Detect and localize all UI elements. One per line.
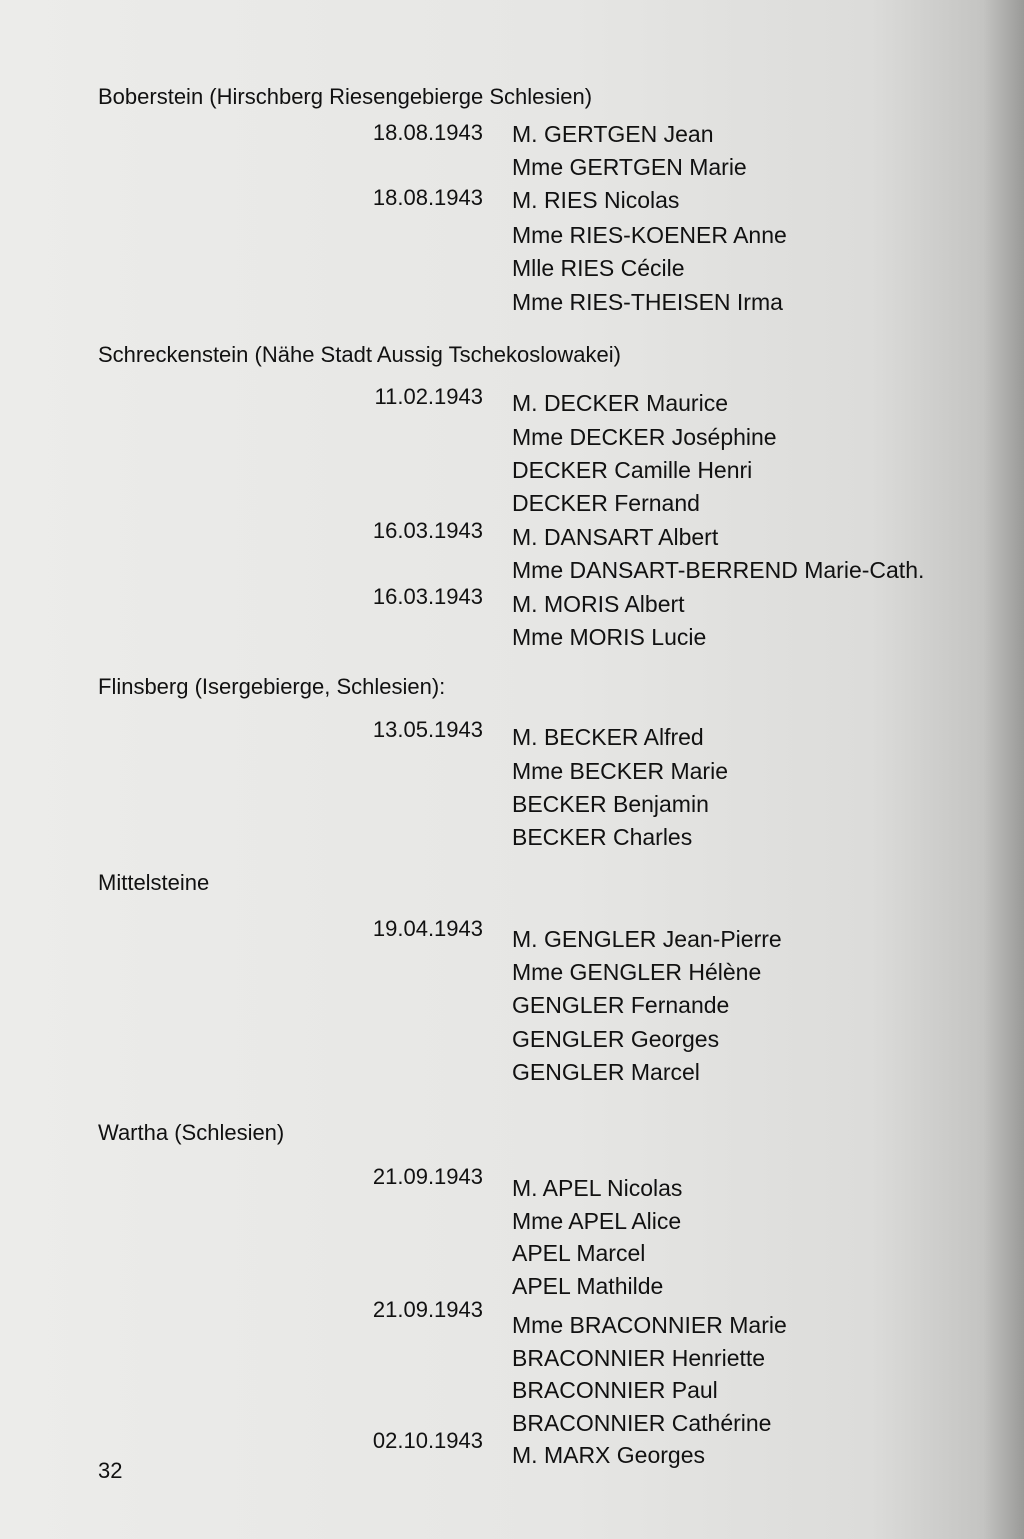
entry-date: 19.04.1943	[372, 916, 483, 941]
person-name: GENGLER Fernande	[512, 992, 730, 1018]
person-name: M. MORIS Albert	[512, 591, 685, 617]
page-number: 32	[98, 1458, 123, 1483]
person-name: BRACONNIER Cathérine	[512, 1410, 772, 1436]
entry-date: 16.03.1943	[372, 584, 483, 609]
person-name: M. RIES Nicolas	[512, 187, 680, 213]
section-heading-flinsberg: Flinsberg (Isergebierge, Schlesien):	[98, 674, 446, 699]
person-name: M. BECKER Alfred	[512, 724, 704, 750]
person-name: DECKER Fernand	[512, 490, 700, 516]
person-name: Mme DANSART-BERREND Marie-Cath.	[512, 557, 925, 583]
person-name: M. MARX Georges	[512, 1442, 705, 1468]
person-name: GENGLER Marcel	[512, 1059, 700, 1085]
section-heading-wartha: Wartha (Schlesien)	[98, 1120, 285, 1145]
entry-date: 13.05.1943	[372, 717, 483, 742]
entry-date: 21.09.1943	[372, 1164, 483, 1189]
person-name: Mme RIES-THEISEN Irma	[512, 289, 783, 315]
person-name: BRACONNIER Henriette	[512, 1345, 766, 1371]
person-name: M. GENGLER Jean-Pierre	[512, 926, 782, 952]
person-name: APEL Marcel	[512, 1240, 646, 1266]
person-name: Mme MORIS Lucie	[512, 624, 707, 650]
section-heading-boberstein: Boberstein (Hirschberg Riesengebierge Schlesien)	[98, 84, 593, 109]
entry-date: 18.08.1943	[372, 185, 483, 210]
person-name: Mlle RIES Cécile	[512, 255, 685, 281]
person-name: Mme BRACONNIER Marie	[512, 1312, 787, 1338]
person-name: GENGLER Georges	[512, 1026, 720, 1052]
person-name: M. DECKER Maurice	[512, 390, 728, 416]
person-name: Mme GERTGEN Marie	[512, 154, 747, 180]
person-name: M. APEL Nicolas	[512, 1175, 683, 1201]
person-name: APEL Mathilde	[512, 1273, 664, 1299]
person-name: Mme GENGLER Hélène	[512, 959, 762, 985]
person-name: M. DANSART Albert	[512, 524, 719, 550]
entry-date: 16.03.1943	[372, 518, 483, 543]
person-name: Mme DECKER Joséphine	[512, 424, 777, 450]
entry-date: 11.02.1943	[374, 384, 483, 409]
entry-date: 18.08.1943	[372, 120, 483, 145]
person-name: Mme BECKER Marie	[512, 758, 728, 784]
section-heading-schreckenstein: Schreckenstein (Nähe Stadt Aussig Tschekoslowakei)	[98, 342, 621, 367]
person-name: Mme APEL Alice	[512, 1208, 682, 1234]
person-name: DECKER Camille Henri	[512, 457, 753, 483]
entry-date: 02.10.1943	[372, 1428, 483, 1453]
person-name: BECKER Benjamin	[512, 791, 709, 817]
entry-date: 21.09.1943	[372, 1297, 483, 1322]
person-name: M. GERTGEN Jean	[512, 121, 714, 147]
person-name: Mme RIES-KOENER Anne	[512, 222, 787, 248]
section-heading-mittelsteine: Mittelsteine	[98, 870, 210, 895]
person-name: BECKER Charles	[512, 824, 693, 850]
person-name: BRACONNIER Paul	[512, 1377, 718, 1403]
